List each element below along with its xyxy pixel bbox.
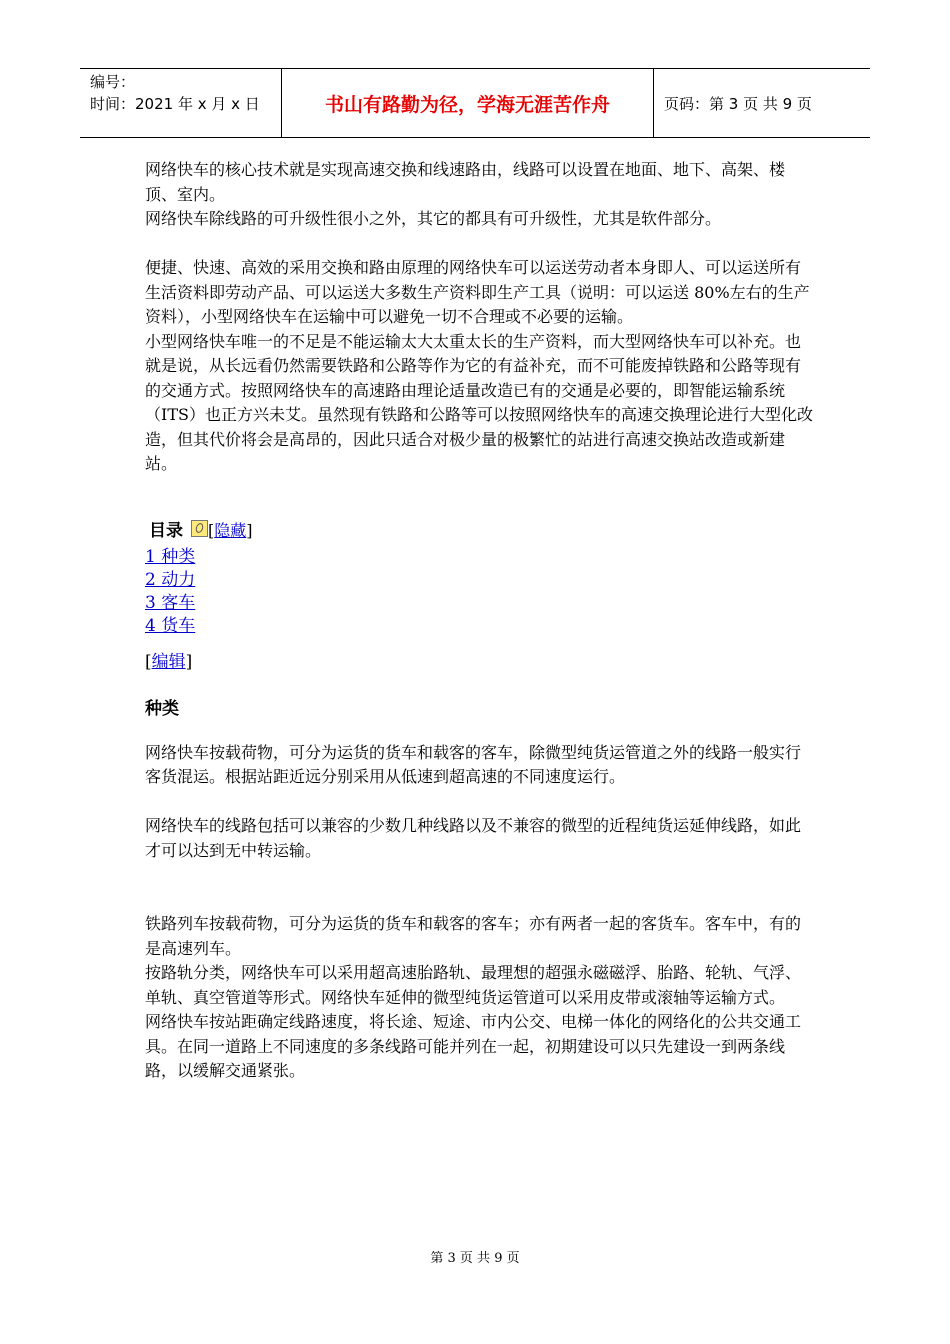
toc-bracket-close: ] (246, 520, 253, 540)
paragraph-types-cargo: 网络快车按载荷物，可分为运货的货车和载客的客车，除微型纯货运管道之外的线路一般实行客货混运。根据站距近远分别采用从低速到超高速的不同速度运行。 (145, 742, 802, 786)
paragraph-track-types: 按路轨分类，网络快车可以采用超高速胎路轨、最理想的超强永磁磁浮、胎路、轮轨、气浮、单轨、真空管道等形式。网络快车延伸的微型纯货运管道可以采用皮带或滚轴等运输方式。 (145, 963, 802, 1007)
header-page-code: 页码：第 3 页 共 9 页 (664, 94, 812, 113)
toc-item-freight[interactable]: 4 货车 (145, 616, 196, 636)
document-body (145, 158, 815, 1084)
toc-title: 目录 (149, 520, 183, 541)
toc-list (145, 546, 815, 638)
page-footer: 第 3 页 共 9 页 (430, 1251, 520, 1266)
toc-bracket-open: [ (208, 520, 215, 540)
header-motto-cell (282, 69, 654, 137)
header-number-label: 编号： (90, 73, 136, 91)
header-meta (80, 69, 282, 137)
paragraph-types-lines: 网络快车的线路包括可以兼容的少数几种线路以及不兼容的微型的近程纯货运延伸线路，如此才可以达到无中转运输。 (145, 816, 802, 860)
toc-item-power[interactable]: 2 动力 (145, 570, 196, 590)
page-header (80, 68, 870, 138)
header-time-label: 时间：2021 年 x 月 x 日 (90, 95, 260, 113)
edit-link[interactable]: 编辑 (151, 652, 186, 672)
paragraph-upgradability: 网络快车除线路的可升级性很小之外，其它的都具有可升级性，尤其是软件部分。 (145, 209, 722, 228)
toc-hide-link[interactable]: 隐藏 (214, 520, 247, 540)
header-motto: 书山有路勤为径，学海无涯苦作舟 (324, 93, 610, 116)
paragraph-core-tech: 网络快车的核心技术就是实现高速交换和线速路由，线路可以设置在地面、地下、高架、楼顶、室内。 (145, 160, 786, 204)
toc-item-passenger[interactable]: 3 客车 (145, 593, 196, 613)
toc-toggle-icon[interactable] (191, 520, 208, 537)
edit-section: [编辑] (145, 652, 193, 672)
paragraph-transport-capability: 便捷、快速、高效的采用交换和路由原理的网络快车可以运送劳动者本身即人、可以运送所有生活资料即劳动产品、可以运送大多数生产资料即生产工具（说明：可以运送 80%左右的生产资料），小型网络快车在运输中可以避免一切不合理或不必要的运输。 (145, 258, 810, 326)
paragraph-station-distance: 网络快车按站距确定线路速度，将长途、短途、市内公交、电梯一体化的网络化的公共交通工具。在同一道路上不同速度的多条线路可能并列在一起，初期建设可以只先建设一到两条线路，以缓解交通紧张。 (145, 1012, 802, 1080)
section-title-types: 种类 (145, 698, 179, 719)
paragraph-railway-trains: 铁路列车按载荷物，可分为运货的货车和载客的客车；亦有两者一起的客货车。客车中，有的是高速列车。 (145, 914, 802, 958)
toc-header (145, 519, 815, 544)
toc-item-types[interactable]: 1 种类 (145, 547, 196, 567)
table-of-contents (145, 519, 815, 675)
paragraph-limitations: 小型网络快车唯一的不足是不能运输太大太重太长的生产资料，而大型网络快车可以补充。也就是说，从长远看仍然需要铁路和公路等作为它的有益补充，而不可能废掉铁路和公路等现有的交通方式。按照网络快车的高速路由理论适量改造已有的交通是必要的，即智能运输系统（ITS）也正方兴未艾。虽然现有铁路和公路等可以按照网络快车的高速交换理论进行大型化改造，但其代价将会是高昂的，因此只适合对极少量的极繁忙的站进行高速交换站改造或新建站。 (145, 331, 813, 473)
